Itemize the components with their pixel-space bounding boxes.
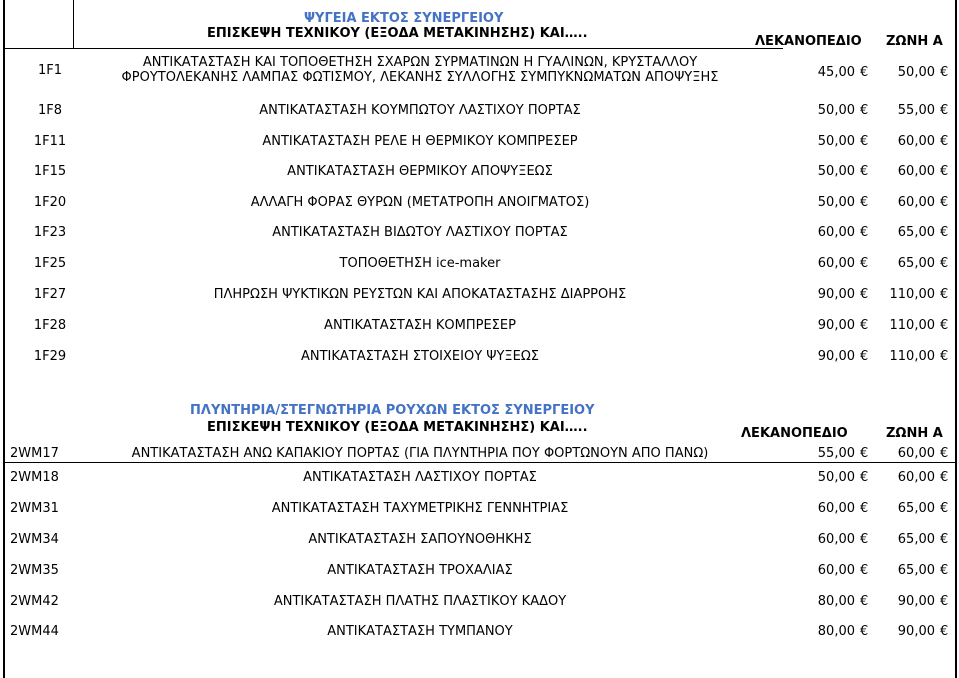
row-description: ΑΝΤΙΚΑΤΑΣΤΑΣΗ ΡΕΛΕ Η ΘΕΡΜΙΚΟΥ ΚΟΜΠΡΕΣΕΡ [262,134,578,149]
currency-symbol: € [940,349,949,364]
right-border [955,0,957,678]
currency-symbol: € [940,594,949,609]
row-code: 1F8 [37,103,63,118]
row-basin-price: 50,00 [817,470,855,485]
row-basin-price: 60,00 [817,532,855,547]
section2-row-divider [3,462,955,463]
currency-symbol: € [940,624,949,639]
currency-symbol: € [940,65,949,80]
currency-symbol: € [860,287,869,302]
row-zone-price: 60,00 [897,134,935,149]
row-code: 1F28 [33,318,67,333]
row-code: 1F1 [37,63,63,78]
currency-symbol: € [860,65,869,80]
row-code: 1F15 [33,164,67,179]
currency-symbol: € [860,594,869,609]
row-description: ΑΝΤΙΚΑΤΑΣΤΑΣΗ ΤΡΟΧΑΛΙΑΣ [327,563,513,578]
row-zone-price: 60,00 [897,470,935,485]
currency-symbol: € [940,287,949,302]
row-code: 2WM35 [10,563,59,578]
row-basin-price: 60,00 [817,256,855,271]
row-zone-price: 50,00 [897,65,935,80]
row-description: ΑΛΛΑΓΗ ΦΟΡΑΣ ΘΥΡΩΝ (ΜΕΤΑΤΡΟΠΗ ΑΝΟΙΓΜΑΤΟΣ) [250,195,590,210]
currency-symbol: € [860,501,869,516]
section2-subtitle: ΕΠΙΣΚΕΨΗ ΤΕΧΝΙΚΟΥ (ΕΞΟΔΑ ΜΕΤΑΚΙΝΗΣΗΣ) ΚΑΙ….. [207,420,588,435]
row-description: ΑΝΤΙΚΑΤΑΣΤΑΣΗ ΠΛΑΤΗΣ ΠΛΑΣΤΙΚΟΥ ΚΑΔΟΥ [273,594,567,609]
currency-symbol: € [860,256,869,271]
row-zone-price: 90,00 [897,624,935,639]
currency-symbol: € [860,532,869,547]
row-zone-price: 110,00 [889,349,935,364]
code-column-divider [73,0,74,48]
row-description: ΑΝΤΙΚΑΤΑΣΤΑΣΗ ΤΑΧΥΜΕΤΡΙΚΗΣ ΓΕΝΝΗΤΡΙΑΣ [271,501,569,516]
row-zone-price: 110,00 [889,318,935,333]
row-basin-price: 80,00 [817,594,855,609]
row-basin-price: 50,00 [817,134,855,149]
currency-symbol: € [940,501,949,516]
row-code: 1F11 [33,134,67,149]
row-description: ΑΝΤΙΚΑΤΑΣΤΑΣΗ ΣΤΟΙΧΕΙΟΥ ΨΥΞΕΩΣ [300,349,540,364]
row-zone-price: 55,00 [897,103,935,118]
row-description-line2: ΦΡΟΥΤΟΛΕΚΑΝΗΣ ΛΑΜΠΑΣ ΦΩΤΙΣΜΟΥ, ΛΕΚΑΝΗΣ ΣΥΛΛΟΓΗΣ ΣΥΜΠΥΚΝΩΜΑΤΩΝ ΑΠΟΨΥΞΗΣ [121,70,719,85]
row-description: ΑΝΤΙΚΑΤΑΣΤΑΣΗ ΛΑΣΤΙΧΟΥ ΠΟΡΤΑΣ [303,470,537,485]
row-code: 2WM44 [10,624,59,639]
currency-symbol: € [860,103,869,118]
currency-symbol: € [940,532,949,547]
currency-symbol: € [860,195,869,210]
row-zone-price: 90,00 [897,594,935,609]
section1-subtitle: ΕΠΙΣΚΕΨΗ ΤΕΧΝΙΚΟΥ (ΕΞΟΔΑ ΜΕΤΑΚΙΝΗΣΗΣ) ΚΑΙ….. [207,26,588,41]
row-code: 1F27 [33,287,67,302]
currency-symbol: € [940,225,949,240]
row-code: 1F25 [33,256,67,271]
currency-symbol: € [860,349,869,364]
row-description: ΤΟΠΟΘΕΤΗΣΗ ice-maker [339,256,501,271]
row-code: 2WM18 [10,470,59,485]
currency-symbol: € [940,318,949,333]
row-code: 2WM17 [10,446,59,461]
row-basin-price: 90,00 [817,287,855,302]
currency-symbol: € [860,225,869,240]
row-description: ΑΝΤΙΚΑΤΑΣΤΑΣΗ ΘΕΡΜΙΚΟΥ ΑΠΟΨΥΞΕΩΣ [287,164,553,179]
currency-symbol: € [940,195,949,210]
row-code: 2WM31 [10,501,59,516]
row-zone-price: 60,00 [897,446,935,461]
row-basin-price: 50,00 [817,195,855,210]
section2-col-basin: ΛΕΚΑΝΟΠΕΔΙΟ [741,426,848,441]
row-zone-price: 60,00 [897,195,935,210]
row-description: ΑΝΤΙΚΑΤΑΣΤΑΣΗ ΒΙΔΩΤΟΥ ΛΑΣΤΙΧΟΥ ΠΟΡΤΑΣ [272,225,568,240]
row-description: ΑΝΤΙΚΑΤΑΣΤΑΣΗ ΑΝΩ ΚΑΠΑΚΙΟΥ ΠΟΡΤΑΣ (ΓΙΑ ΠΛΥΝΤΗΡΙΑ ΠΟΥ ΦΟΡΤΩΝΟΥΝ ΑΠΟ ΠΑΝΩ) [131,446,709,461]
currency-symbol: € [860,164,869,179]
row-basin-price: 80,00 [817,624,855,639]
currency-symbol: € [940,256,949,271]
row-basin-price: 60,00 [817,501,855,516]
row-zone-price: 65,00 [897,563,935,578]
row-basin-price: 55,00 [817,446,855,461]
currency-symbol: € [860,134,869,149]
row-basin-price: 90,00 [817,318,855,333]
currency-symbol: € [940,470,949,485]
currency-symbol: € [940,446,949,461]
currency-symbol: € [860,318,869,333]
currency-symbol: € [860,446,869,461]
row-basin-price: 45,00 [817,65,855,80]
row-basin-price: 60,00 [817,563,855,578]
row-code: 1F20 [33,195,67,210]
row-basin-price: 90,00 [817,349,855,364]
section1-title: ΨΥΓΕΙΑ ΕΚΤΟΣ ΣΥΝΕΡΓΕΙΟΥ [304,11,504,26]
currency-symbol: € [940,134,949,149]
row-basin-price: 60,00 [817,225,855,240]
section2-col-zone: ΖΩΝΗ Α [886,426,943,441]
row-basin-price: 50,00 [817,103,855,118]
row-zone-price: 60,00 [897,164,935,179]
row-code: 1F29 [33,349,67,364]
section2-title: ΠΛΥΝΤΗΡΙΑ/ΣΤΕΓΝΩΤΗΡΙΑ ΡΟΥΧΩΝ ΕΚΤΟΣ ΣΥΝΕΡΓΕΙΟΥ [190,403,595,418]
currency-symbol: € [940,164,949,179]
currency-symbol: € [940,563,949,578]
row-zone-price: 65,00 [897,225,935,240]
row-description: ΑΝΤΙΚΑΤΑΣΤΑΣΗ ΤΥΜΠΑΝΟΥ [327,624,513,639]
row-basin-price: 50,00 [817,164,855,179]
row-description: ΠΛΗΡΩΣΗ ΨΥΚΤΙΚΩΝ ΡΕΥΣΤΩΝ ΚΑΙ ΑΠΟΚΑΤΑΣΤΑΣΗΣ ΔΙΑΡΡΟΗΣ [213,287,627,302]
row-description: ΑΝΤΙΚΑΤΑΣΤΑΣΗ ΣΑΠΟΥΝΟΘΗΚΗΣ [308,532,532,547]
row-description: ΑΝΤΙΚΑΤΑΣΤΑΣΗ ΚΟΜΠΡΕΣΕΡ [324,318,516,333]
left-border [3,0,5,678]
section1-header-bottom-line [3,48,783,49]
row-code: 1F23 [33,225,67,240]
row-zone-price: 65,00 [897,501,935,516]
row-description: ΑΝΤΙΚΑΤΑΣΤΑΣΗ ΚΟΥΜΠΩΤΟΥ ΛΑΣΤΙΧΟΥ ΠΟΡΤΑΣ [259,103,581,118]
currency-symbol: € [860,563,869,578]
row-code: 2WM42 [10,594,59,609]
currency-symbol: € [860,470,869,485]
currency-symbol: € [860,624,869,639]
currency-symbol: € [940,103,949,118]
row-zone-price: 65,00 [897,256,935,271]
row-zone-price: 110,00 [889,287,935,302]
section1-col-basin: ΛΕΚΑΝΟΠΕΔΙΟ [755,34,862,49]
row-code: 2WM34 [10,532,59,547]
row-description-line1: ΑΝΤΙΚΑΤΑΣΤΑΣΗ ΚΑΙ ΤΟΠΟΘΕΤΗΣΗ ΣΧΑΡΩΝ ΣΥΡΜΑΤΙΝΩΝ Η ΓΥΑΛΙΝΩΝ, ΚΡΥΣΤΑΛΛΟΥ [142,55,698,70]
row-zone-price: 65,00 [897,532,935,547]
section1-col-zone: ΖΩΝΗ Α [886,34,943,49]
